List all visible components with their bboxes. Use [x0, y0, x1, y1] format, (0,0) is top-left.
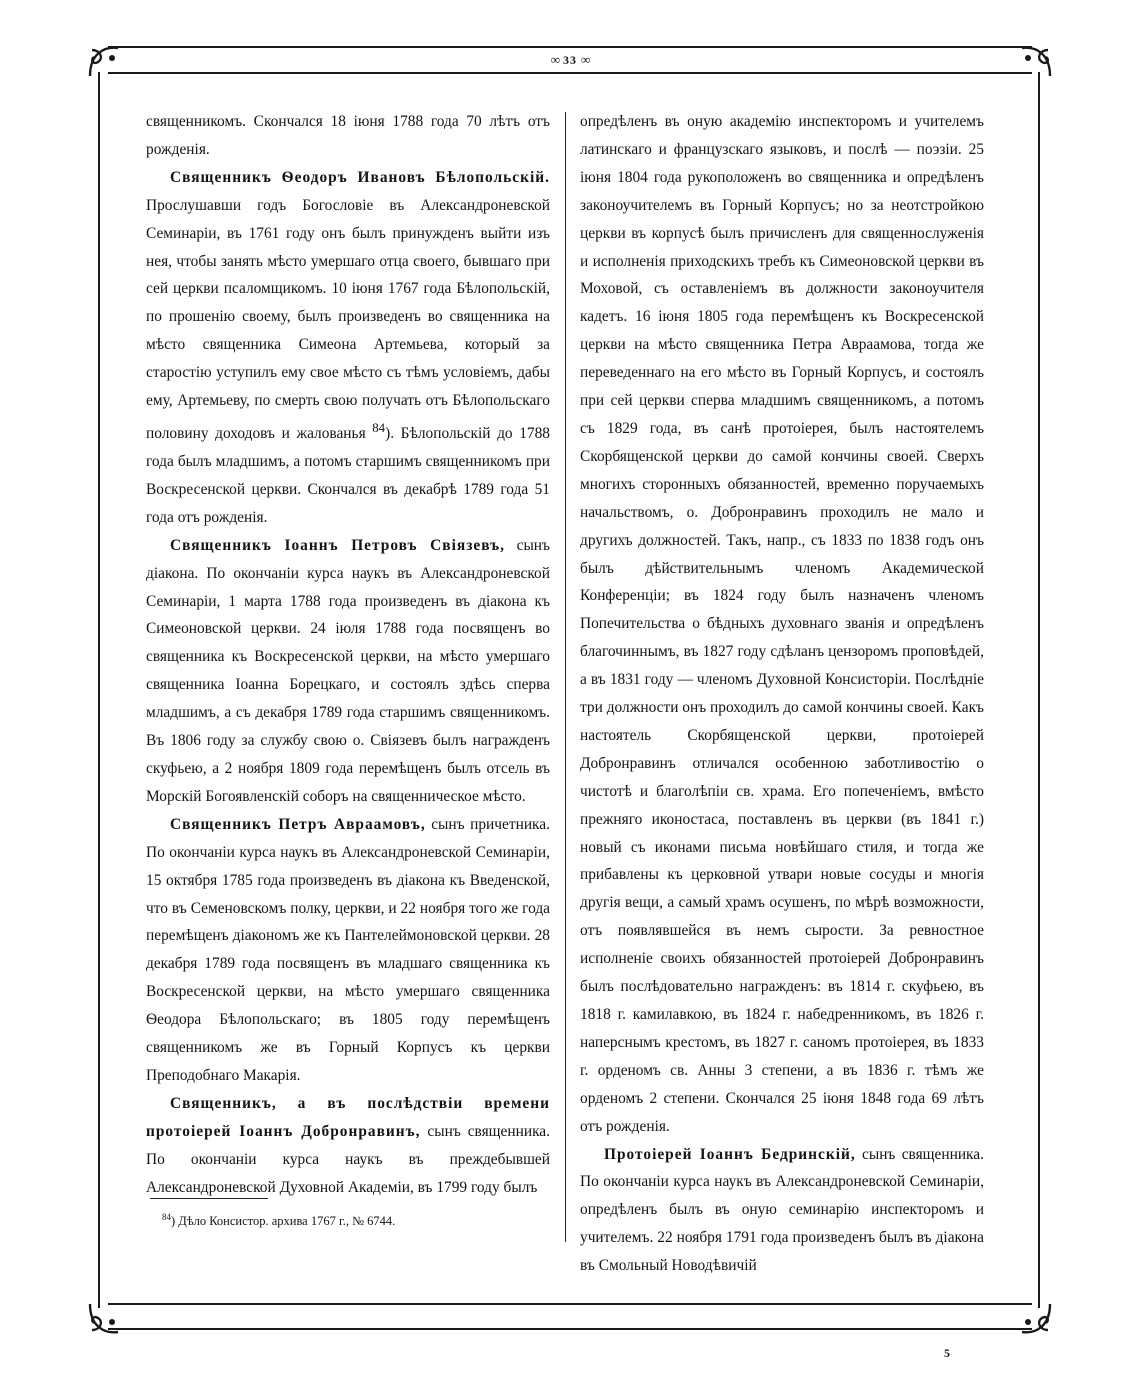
paragraph	[146, 532, 550, 811]
paragraph	[146, 811, 550, 1090]
frame-bottom-inner	[108, 1328, 1032, 1330]
frame-bottom-outer	[108, 1303, 1032, 1305]
paragraph	[580, 1141, 984, 1281]
footnote-mark: 84	[162, 1212, 171, 1222]
footnote-rule	[150, 1198, 268, 1199]
person-name: Священникъ Іоаннъ Петровъ Свіязевъ,	[170, 536, 505, 554]
person-name: Протоіерей Іоаннъ Бедринскій,	[604, 1145, 856, 1163]
paragraph	[146, 1090, 550, 1202]
paragraph-text: ). Бѣлопольскій до 1788 года былъ младшимъ, а потомъ старшимъ священникомъ при Воскресенской церкви. Скончался въ декабрѣ 1789 года 51 года отъ рожденія.	[146, 425, 550, 526]
column-divider	[565, 112, 566, 1242]
person-name: Священникъ Петръ Авраамовъ,	[170, 815, 426, 833]
paragraph	[146, 164, 550, 532]
frame-left	[98, 72, 100, 1308]
paragraph: опредѣленъ въ оную академію инспекторомъ и учителемъ латинскаго и французскаго языковъ, и послѣ — поэзіи. 25 iюня 1804 года рукоположенъ во священника и опредѣленъ законоучителемъ въ Горный Корпусъ; но за неотстройкою церкви въ корпусѣ былъ причисленъ для священнослуженія и исполненія приходскихъ требъ къ Симеоновской церкви въ Моховой, съ оставленіемъ въ должности законоучителя кадетъ. 16 iюня 1805 года перемѣщенъ къ Воскресенской церкви на мѣсто священника Петра Авраамова, тогда же переведеннаго на его мѣсто въ Горный Корпусъ, и состоялъ при сей церкви сперва младшимъ священникомъ, а потомъ съ 1829 года, въ санѣ протоіерея, былъ настоятелемъ Скорбященской церкви до самой кончины своей. Сверхъ многихъ сторонныхъ обязанностей, временно поручаемыхъ начальствомъ, о. Добронравинъ проходилъ не мало и другихъ должностей. Такъ, напр., съ 1833 по 1838 годъ онъ былъ дѣйствительнымъ членомъ Академической Конференціи; въ 1824 году былъ назначенъ членомъ Попечительства о бѣдныхъ духовнаго званія и опредѣленъ благочиннымъ, въ 1827 году сдѣланъ цензоромъ проповѣдей, а въ 1831 году — членомъ Духовной Консисторіи. Послѣдніе три должности онъ проходилъ до самой кончины своей. Какъ настоятель Скорбященской церкви, протоіерей Добронравинъ отличался особенною заботливостію о чистотѣ и благолѣпіи св. храма. Его попеченіемъ, вмѣсто прежняго иконостаса, поставленъ въ церкви (въ 1841 г.) новый съ иконами письма новѣйшаго стиля, и тогда же прибавлены къ церковной утвари новые сосуды и многія другія вещи, а самый храмъ осушенъ, по мѣрѣ возможности, отъ появлявшейся въ немъ сырости. За ревностное исполненіе своихъ обязанностей протоіерей Добронравинъ былъ послѣдовательно награжденъ: въ 1814 г. скуфьею, въ 1818 г. камилавкою, въ 1824 г. набедренникомъ, въ 1826 г. наперснымъ крестомъ, въ 1827 г. саномъ протоіерея, въ 1833 г. орденомъ св. Анны 3 степени, а въ 1836 г. тѣмъ же орденомъ 2 степени. Скончался 25 iюня 1848 года 69 лѣтъ отъ рожденія.	[580, 113, 984, 1135]
person-name: Священникъ, а въ послѣдствіи времени протоіерей Іоаннъ Добронравинъ,	[146, 1094, 550, 1140]
paragraph: священникомъ. Скончался 18 iюня 1788 года 70 лѣтъ отъ рожденія.	[146, 113, 550, 158]
corner-ornament-bottom-left	[84, 1298, 124, 1338]
paragraph-text: Прослушавши годъ Богословіе въ Александроневской Семинаріи, въ 1761 году онъ былъ принужденъ выйти изъ нея, чтобы занять мѣсто умершаго отца своего, бывшаго при сей церкви псаломщикомъ. 10 iюня 1767 года Бѣлопольскій, по прошенію своему, былъ произведенъ во священника на мѣсто священника Симеона Артемьева, который за старостію уступилъ ему свое мѣсто съ тѣмъ условіемъ, дабы ему, Артемьеву, по смерть свою получать отъ Бѣлопольскаго половину доходовъ и жалованья	[146, 196, 550, 443]
left-column	[146, 108, 550, 1201]
footnote	[162, 1212, 395, 1229]
right-column	[580, 108, 984, 1280]
paragraph-text: сынъ священника. По окончаніи курса наукъ въ преждебывшей Александроневской Духовной Академіи, въ 1799 году былъ	[146, 1122, 550, 1196]
paragraph-text: сынъ причетника. По окончаніи курса наукъ въ Александроневской Семинаріи, 15 октября 1785 года произведенъ въ діакона къ Введенской, что въ Семеновскомъ полку, церкви, и 22 ноября того же года перемѣщенъ діакономъ же къ Пантелеймоновской церкви. 28 декабря 1789 года посвященъ въ младшаго священника къ Воскресенской церкви, на мѣсто умершаго священника Ѳеодора Бѣлопольскаго; въ 1805 году перемѣщенъ священникомъ же въ Горный Корпусъ къ церкви Преподобнаго Макарія.	[146, 815, 550, 1084]
corner-ornament-bottom-right	[1016, 1298, 1056, 1338]
paragraph-text: сынъ священника. По окончаніи курса наукъ въ Александроневской Семинаріи, опредѣленъ былъ въ оную семинарію инспекторомъ и учителемъ. 22 ноября 1791 года произведенъ былъ въ діакона въ Смольный Новодѣвичій	[580, 1145, 984, 1275]
footnote-text: ) Дѣло Консистор. архива 1767 г., № 6744.	[171, 1214, 396, 1229]
frame-right	[1038, 72, 1040, 1308]
page-number: 33	[563, 53, 577, 67]
signature-mark: 5	[944, 1346, 950, 1360]
paragraph-text: сынъ діакона. По окончаніи курса наукъ въ Александроневской Семинаріи, 1 марта 1788 года произведенъ въ діакона къ Симеоновской церкви. 24 iюля 1788 года посвященъ во священника къ Воскресенской церкви, на мѣсто умершаго священника Іоанна Борецкаго, и состоялъ здѣсь сперва младшимъ, а съ декабря 1789 года старшимъ священникомъ. Въ 1806 году за службу свою о. Свіязевъ былъ награжденъ скуфьею, а 2 ноября 1809 года перемѣщенъ былъ отсель въ Морскій Богоявленскій соборъ на священническое мѣсто.	[146, 536, 550, 805]
frame-top-inner	[108, 72, 1032, 74]
header-ornament-right: ∞	[581, 52, 590, 67]
page-header	[0, 52, 1140, 68]
header-ornament-left: ∞	[550, 52, 559, 67]
person-name: Священникъ Ѳеодоръ Ивановъ Бѣлопольскій.	[170, 168, 550, 186]
frame-top-outer	[108, 46, 1032, 48]
footnote-ref: 84	[372, 420, 386, 435]
